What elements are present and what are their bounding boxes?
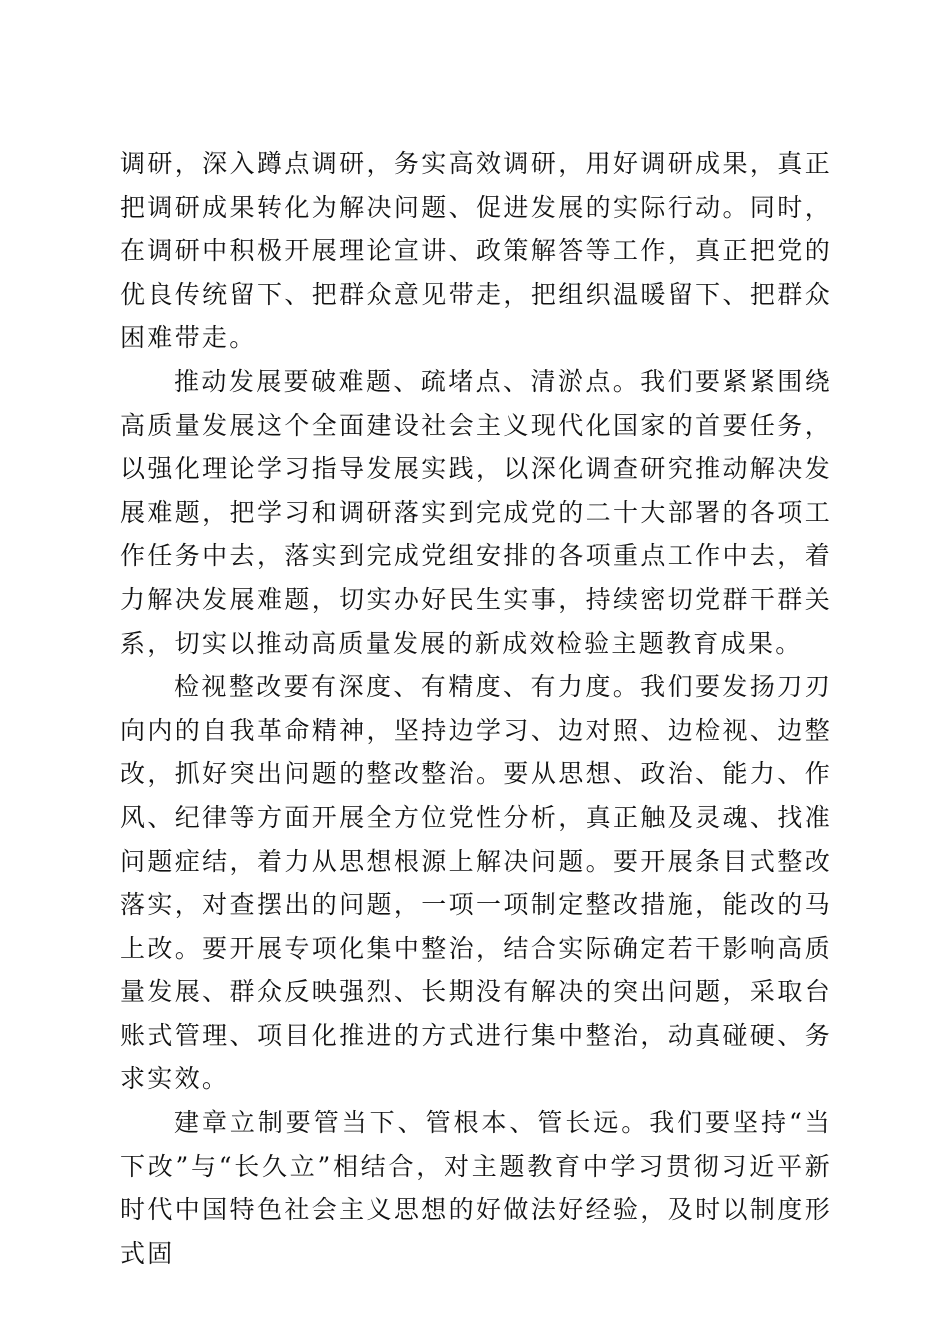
paragraph-research-continuation: 调研，深入蹲点调研，务实高效调研，用好调研成果，真正把调研成果转化为解决问题、促进发展的实际行动。同时，在调研中积极开展理论宣讲、政策解答等工作，真正把党的优良传统留下、把群众意见带走，把组织温暖留下、把群众困难带走。: [120, 149, 832, 353]
document-page: [120, 142, 832, 1275]
paragraph-build-institutions: 建章立制要管当下、管根本、管长远。我们要坚持“当下改”与“长久立”相结合，对主题教育中学习贯彻习近平新时代中国特色社会主义思想的好做法好经验，及时以制度形式固: [120, 1108, 832, 1268]
paragraph-promote-development: 推动发展要破难题、疏堵点、清淤点。我们要紧紧围绕高质量发展这个全面建设社会主义现代化国家的首要任务，以强化理论学习指导发展实践，以深化调查研究推动解决发展难题，把学习和调研落实到完成党的二十大部署的各项工作任务中去，落实到完成党组安排的各项重点工作中去，着力解决发展难题，切实办好民生实事，持续密切党群干群关系，切实以推动高质量发展的新成效检验主题教育成果。: [120, 366, 832, 658]
paragraph-inspection-rectification: 检视整改要有深度、有精度、有力度。我们要发扬刀刃向内的自我革命精神，坚持边学习、边对照、边检视、边整改，抓好突出问题的整改整治。要从思想、政治、能力、作风、纪律等方面开展全方位党性分析，真正触及灵魂、找准问题症结，着力从思想根源上解决问题。要开展条目式整改落实，对查摆出的问题，一项一项制定整改措施，能改的马上改。要开展专项化集中整治，结合实际确定若干影响高质量发展、群众反映强烈、长期没有解决的突出问题，采取台账式管理、项目化推进的方式进行集中整治，动真碰硬、务求实效。: [120, 672, 832, 1094]
